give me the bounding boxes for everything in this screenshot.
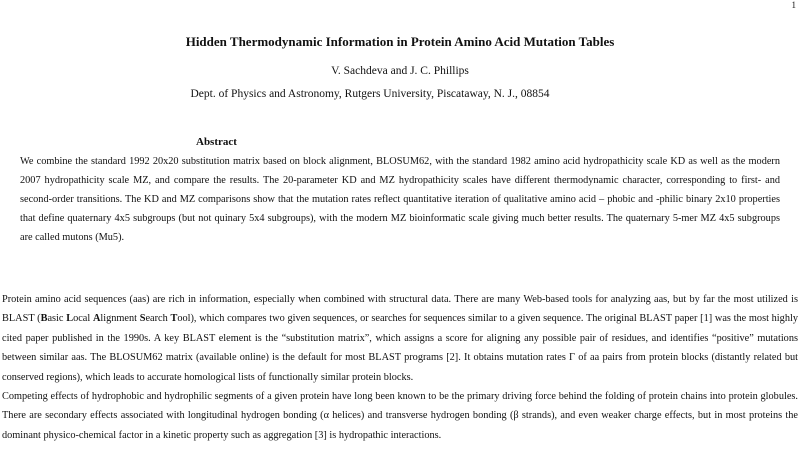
body-paragraph-1 bbox=[2, 290, 798, 387]
author-affiliation: Dept. of Physics and Astronomy, Rutgers University, Piscataway, N. J., 08854 bbox=[190, 88, 550, 100]
text-segment: Protein amino acid sequences (aas) are rich in information, especially when combined with structural data. There are many Web-based tools for analyzing aas, but by far the most utilized is BLAST ( bbox=[2, 294, 798, 325]
abstract-text: We combine the standard 1992 20x20 substitution matrix based on block alignment, BLOSUM62, with the standard 1982 amino acid hydropathicity scale KD as well as the modern 2007 hydropathicity scale MZ, and compare the results. The 20-parameter KD and MZ hydropathicity scales have different thermodynamic character, corresponding to first- and second-order transitions. The KD and MZ comparisons show that the mutation rates reflect quantitative iteration of qualitative amino acid – phobic and -philic binary 2x10 properties that define quaternary 4x5 subgroups (but not quinary 5x4 subgroups), with the modern MZ bioinformatic scale giving much better results. The quaternary 5-mer MZ 4x5 subgroups are called mutons (Mu5). bbox=[20, 156, 780, 243]
text-segment: asic bbox=[47, 313, 67, 325]
text-segment: lignment bbox=[100, 313, 140, 325]
bold-initial: B bbox=[40, 313, 48, 325]
body-paragraph-2 bbox=[2, 387, 798, 445]
text-segment: ocal bbox=[73, 313, 93, 325]
text-segment: ool), which compares two given sequences, or searches for sequences similar to a given sequence. The original BLAST paper [1] was the most highly cited paper published in the 1990s. A key BLAST element is the “substitution matrix”, which assigns a score for aligning any possible pair of residues, and identifies “positive” mutations between similar aas. The BLOSUM62 matrix (available online) is the default for most BLAST programs [2]. It obtains mutation rates Γ of aa pairs from protein blocks (distantly related but conserved regions), which leads to accurate homological lists of functionally similar protein blocks. bbox=[2, 313, 798, 383]
bold-initial: L bbox=[66, 313, 74, 325]
bold-initial: S bbox=[139, 313, 146, 325]
bold-initial: T bbox=[170, 313, 178, 325]
paper-title: Hidden Thermodynamic Information in Protein Amino Acid Mutation Tables bbox=[185, 34, 615, 49]
bold-initial: A bbox=[92, 313, 101, 325]
page-number: 1 bbox=[791, 0, 796, 10]
paper-authors: V. Sachdeva and J. C. Phillips bbox=[331, 65, 469, 77]
text-segment: earch bbox=[145, 313, 171, 325]
text-segment: Competing effects of hydrophobic and hydrophilic segments of a given protein have long been known to be the primary driving force behind the folding of protein chains into protein globules. There are secondary effects associated with longitudinal hydrogen bonding (α helices) and transverse hydrogen bonding (β strands), and even weaker charge effects, but in most proteins the dominant physico-chemical factor in a kinetic property such as aggregation [3] is hydropathic interactions. bbox=[2, 391, 798, 441]
abstract-heading: Abstract bbox=[196, 136, 237, 148]
